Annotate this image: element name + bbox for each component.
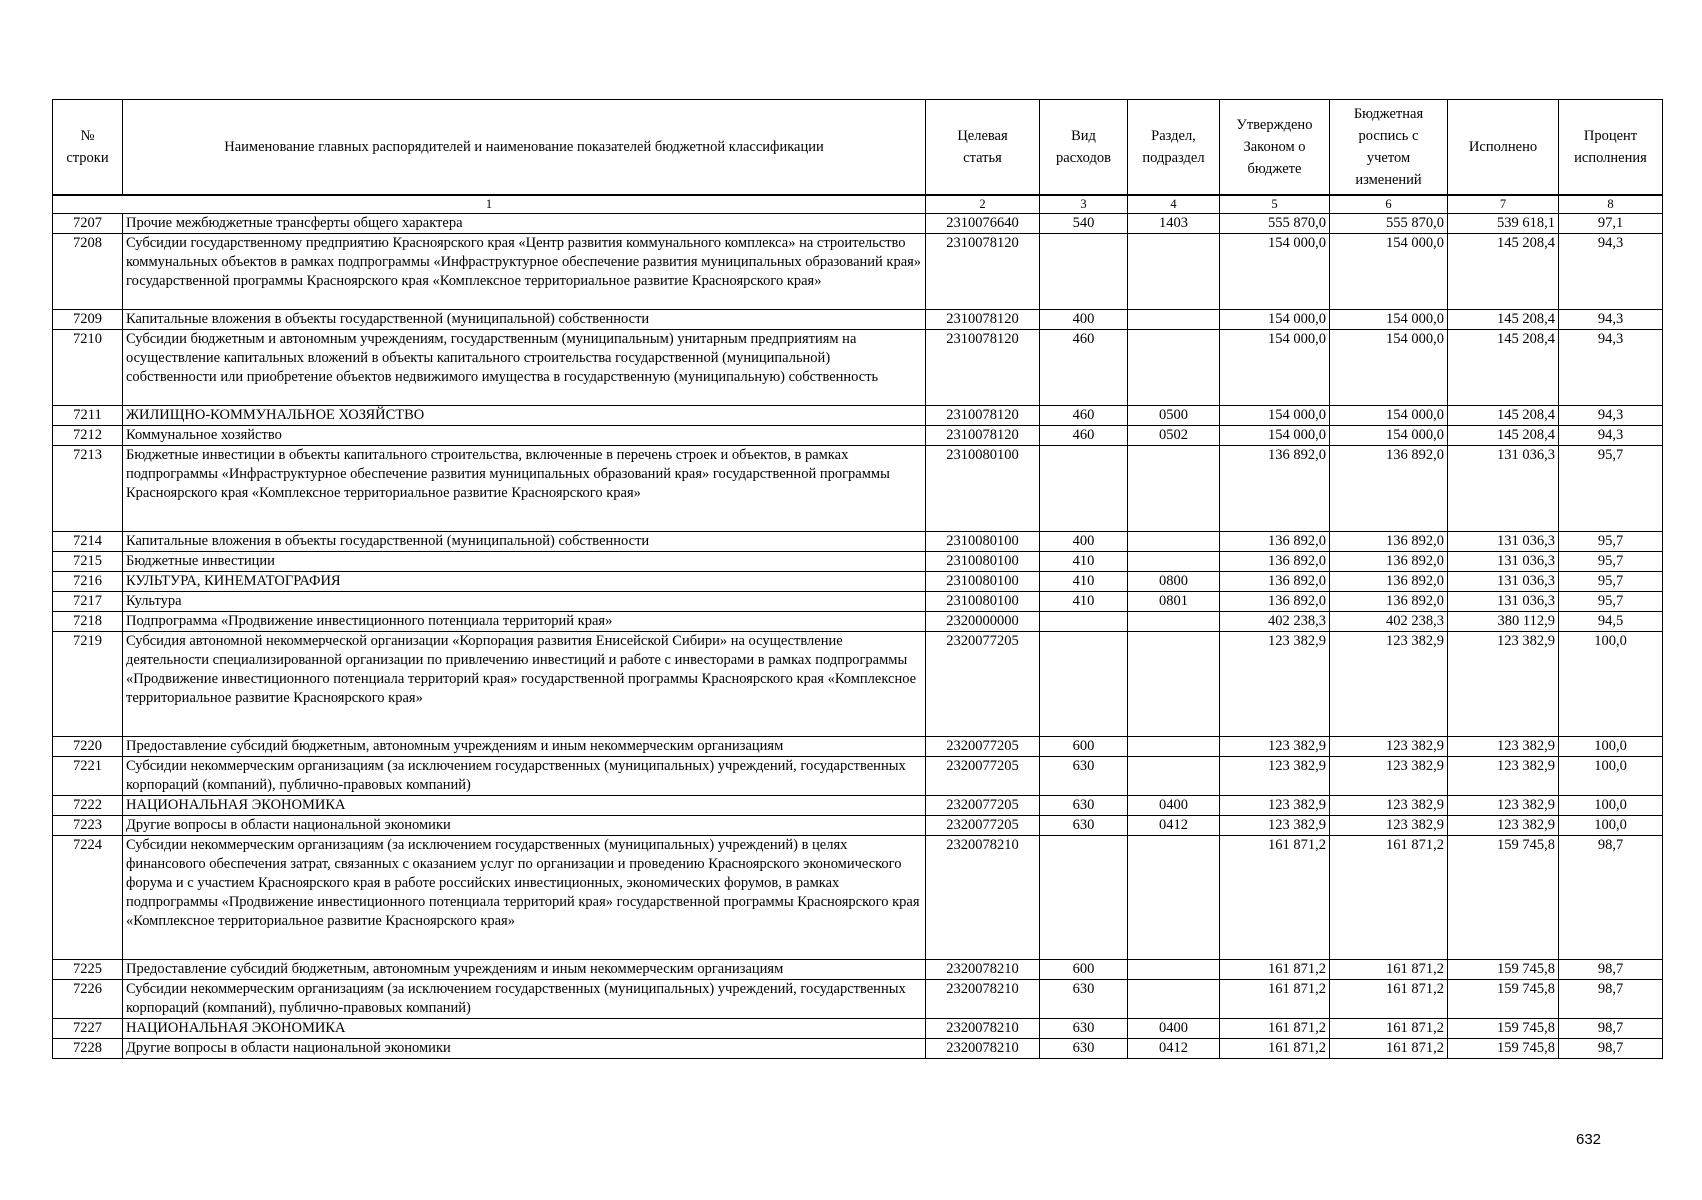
row-approved: 154 000,0: [1220, 234, 1330, 310]
row-approved: 161 871,2: [1220, 1039, 1330, 1059]
row-percent: 100,0: [1559, 757, 1663, 796]
row-number: 7217: [53, 592, 123, 612]
row-number: 7216: [53, 572, 123, 592]
row-expense-type: 630: [1040, 816, 1128, 836]
row-approved: 136 892,0: [1220, 552, 1330, 572]
row-executed: 131 036,3: [1448, 532, 1559, 552]
table-row: [53, 426, 1663, 446]
table-row: [53, 1019, 1663, 1039]
row-approved: 136 892,0: [1220, 532, 1330, 552]
row-executed: 145 208,4: [1448, 426, 1559, 446]
row-target-article: 2310078120: [926, 406, 1040, 426]
row-name: Субсидии некоммерческим организациям (за исключением государственных (муниципальных) учреждений) в целях финансового обеспечения затрат, связанных с оказанием услуг по организации и проведению Красноярского экономического форума и с участием Красноярского края в работе российских инвестиционных, экономических форумов, в рамках подпрограммы «Продвижение инвестиционного потенциала территорий края» государственной программы Красноярского края «Комплексное территориальное развитие Красноярского края»: [123, 836, 926, 960]
row-expense-type: [1040, 234, 1128, 310]
column-number: 6: [1330, 195, 1448, 214]
table-row: [53, 1039, 1663, 1059]
row-target-article: 2320078210: [926, 1039, 1040, 1059]
row-executed: 131 036,3: [1448, 572, 1559, 592]
row-target-article: 2320077205: [926, 757, 1040, 796]
column-number: 8: [1559, 195, 1663, 214]
row-executed: 131 036,3: [1448, 592, 1559, 612]
row-section: 0412: [1128, 1039, 1220, 1059]
row-percent: 94,3: [1559, 330, 1663, 406]
row-section: 0400: [1128, 796, 1220, 816]
row-target-article: 2310080100: [926, 572, 1040, 592]
row-target-article: 2310078120: [926, 426, 1040, 446]
row-expense-type: [1040, 446, 1128, 532]
row-approved: 154 000,0: [1220, 406, 1330, 426]
row-target-article: 2310078120: [926, 234, 1040, 310]
row-name: Субсидии некоммерческим организациям (за исключением государственных (муниципальных) учреждений, государственных корпораций (компаний), публично-правовых компаний): [123, 980, 926, 1019]
row-approved: 136 892,0: [1220, 592, 1330, 612]
row-approved: 123 382,9: [1220, 816, 1330, 836]
row-number: 7228: [53, 1039, 123, 1059]
row-expense-type: 410: [1040, 592, 1128, 612]
header-section: Раздел, подраздел: [1128, 100, 1220, 196]
row-approved: 123 382,9: [1220, 737, 1330, 757]
row-budget-schedule: 123 382,9: [1330, 796, 1448, 816]
row-target-article: 2310080100: [926, 532, 1040, 552]
table-row: [53, 737, 1663, 757]
row-executed: 159 745,8: [1448, 1019, 1559, 1039]
row-percent: 95,7: [1559, 532, 1663, 552]
table-row: [53, 757, 1663, 796]
row-percent: 98,7: [1559, 960, 1663, 980]
row-percent: 100,0: [1559, 632, 1663, 737]
column-number: 3: [1040, 195, 1128, 214]
row-approved: 161 871,2: [1220, 1019, 1330, 1039]
row-section: [1128, 836, 1220, 960]
row-section: [1128, 980, 1220, 1019]
row-executed: 380 112,9: [1448, 612, 1559, 632]
row-name: Культура: [123, 592, 926, 612]
row-expense-type: 630: [1040, 796, 1128, 816]
row-expense-type: 540: [1040, 214, 1128, 234]
row-name: Предоставление субсидий бюджетным, автономным учреждениям и иным некоммерческим организациям: [123, 960, 926, 980]
row-target-article: 2320078210: [926, 960, 1040, 980]
row-section: 0412: [1128, 816, 1220, 836]
row-executed: 123 382,9: [1448, 632, 1559, 737]
row-section: [1128, 960, 1220, 980]
row-section: [1128, 234, 1220, 310]
table-row: [53, 552, 1663, 572]
row-approved: 161 871,2: [1220, 960, 1330, 980]
row-expense-type: 630: [1040, 980, 1128, 1019]
row-executed: 539 618,1: [1448, 214, 1559, 234]
row-name: ЖИЛИЩНО-КОММУНАЛЬНОЕ ХОЗЯЙСТВО: [123, 406, 926, 426]
row-budget-schedule: 402 238,3: [1330, 612, 1448, 632]
row-budget-schedule: 161 871,2: [1330, 1039, 1448, 1059]
row-expense-type: 600: [1040, 960, 1128, 980]
header-target-article: Целевая статья: [926, 100, 1040, 196]
row-budget-schedule: 161 871,2: [1330, 1019, 1448, 1039]
row-number: 7212: [53, 426, 123, 446]
row-number: 7219: [53, 632, 123, 737]
row-name: НАЦИОНАЛЬНАЯ ЭКОНОМИКА: [123, 1019, 926, 1039]
row-name: Бюджетные инвестиции: [123, 552, 926, 572]
row-section: [1128, 612, 1220, 632]
row-budget-schedule: 123 382,9: [1330, 816, 1448, 836]
table-row: [53, 960, 1663, 980]
column-number: 4: [1128, 195, 1220, 214]
table-row: [53, 234, 1663, 310]
row-percent: 95,7: [1559, 572, 1663, 592]
header-row: [53, 100, 1663, 196]
row-section: [1128, 446, 1220, 532]
row-section: [1128, 737, 1220, 757]
row-section: 0801: [1128, 592, 1220, 612]
row-section: [1128, 552, 1220, 572]
row-name: Субсидии бюджетным и автономным учреждениям, государственным (муниципальным) унитарным предприятиям на осуществление капитальных вложений в объекты капитального строительства государственной (муниципальной) собственности или приобретение объектов недвижимого имущества в государственную (муниципальную) собственность: [123, 330, 926, 406]
row-percent: 94,5: [1559, 612, 1663, 632]
table-row: [53, 612, 1663, 632]
row-budget-schedule: 136 892,0: [1330, 446, 1448, 532]
row-executed: 159 745,8: [1448, 836, 1559, 960]
row-expense-type: 400: [1040, 532, 1128, 552]
row-percent: 100,0: [1559, 816, 1663, 836]
row-number: 7223: [53, 816, 123, 836]
row-name: Капитальные вложения в объекты государственной (муниципальной) собственности: [123, 310, 926, 330]
row-number: 7222: [53, 796, 123, 816]
row-name: Субсидии некоммерческим организациям (за исключением государственных (муниципальных) учреждений, государственных корпораций (компаний), публично-правовых компаний): [123, 757, 926, 796]
row-percent: 98,7: [1559, 836, 1663, 960]
row-target-article: 2320078210: [926, 836, 1040, 960]
row-name: Субсидии государственному предприятию Красноярского края «Центр развития коммунального комплекса» на строительство коммунальных объектов в рамках подпрограммы «Инфраструктурное обеспечение развития муниципальных образований края» государственной программы Красноярского края «Комплексное территориальное развитие Красноярского края»: [123, 234, 926, 310]
budget-execution-table: [52, 99, 1663, 1059]
row-name: Прочие межбюджетные трансферты общего характера: [123, 214, 926, 234]
row-executed: 131 036,3: [1448, 552, 1559, 572]
header-budget-schedule: Бюджетная роспись с учетом изменений: [1330, 100, 1448, 196]
table-row: [53, 572, 1663, 592]
table-row: [53, 836, 1663, 960]
row-number: 7225: [53, 960, 123, 980]
row-budget-schedule: 161 871,2: [1330, 980, 1448, 1019]
row-executed: 159 745,8: [1448, 980, 1559, 1019]
header-executed: Исполнено: [1448, 100, 1559, 196]
row-name: НАЦИОНАЛЬНАЯ ЭКОНОМИКА: [123, 796, 926, 816]
row-target-article: 2310076640: [926, 214, 1040, 234]
row-section: 1403: [1128, 214, 1220, 234]
row-expense-type: 630: [1040, 1039, 1128, 1059]
row-percent: 94,3: [1559, 406, 1663, 426]
header-name: Наименование главных распорядителей и наименование показателей бюджетной классификации: [123, 100, 926, 196]
page-number: 632: [1576, 1131, 1602, 1148]
column-number: 7: [1448, 195, 1559, 214]
row-executed: 131 036,3: [1448, 446, 1559, 532]
row-number: 7218: [53, 612, 123, 632]
row-expense-type: 400: [1040, 310, 1128, 330]
row-number: 7207: [53, 214, 123, 234]
row-number: 7224: [53, 836, 123, 960]
table-row: [53, 796, 1663, 816]
row-percent: 95,7: [1559, 592, 1663, 612]
row-executed: 123 382,9: [1448, 757, 1559, 796]
column-numbers-row: [53, 195, 1663, 214]
row-number: 7209: [53, 310, 123, 330]
row-number: 7211: [53, 406, 123, 426]
row-number: 7213: [53, 446, 123, 532]
row-name: Предоставление субсидий бюджетным, автономным учреждениям и иным некоммерческим организациям: [123, 737, 926, 757]
row-approved: 123 382,9: [1220, 796, 1330, 816]
header-row-no: № строки: [53, 100, 123, 196]
row-approved: 555 870,0: [1220, 214, 1330, 234]
row-number: 7214: [53, 532, 123, 552]
row-percent: 95,7: [1559, 552, 1663, 572]
row-percent: 95,7: [1559, 446, 1663, 532]
column-number: 2: [926, 195, 1040, 214]
row-section: 0502: [1128, 426, 1220, 446]
row-budget-schedule: 123 382,9: [1330, 737, 1448, 757]
row-percent: 98,7: [1559, 1039, 1663, 1059]
row-number: 7215: [53, 552, 123, 572]
row-target-article: 2310080100: [926, 446, 1040, 532]
row-budget-schedule: 123 382,9: [1330, 632, 1448, 737]
row-number: 7226: [53, 980, 123, 1019]
row-expense-type: 410: [1040, 572, 1128, 592]
row-percent: 94,3: [1559, 234, 1663, 310]
row-executed: 145 208,4: [1448, 330, 1559, 406]
row-name: Подпрограмма «Продвижение инвестиционного потенциала территорий края»: [123, 612, 926, 632]
row-target-article: 2320077205: [926, 737, 1040, 757]
table-row: [53, 592, 1663, 612]
row-budget-schedule: 136 892,0: [1330, 572, 1448, 592]
row-executed: 159 745,8: [1448, 960, 1559, 980]
row-budget-schedule: 136 892,0: [1330, 532, 1448, 552]
table-row: [53, 816, 1663, 836]
table-row: [53, 980, 1663, 1019]
row-section: [1128, 632, 1220, 737]
row-expense-type: 630: [1040, 1019, 1128, 1039]
row-section: [1128, 330, 1220, 406]
row-budget-schedule: 161 871,2: [1330, 836, 1448, 960]
row-approved: 161 871,2: [1220, 836, 1330, 960]
row-number: 7210: [53, 330, 123, 406]
row-executed: 145 208,4: [1448, 310, 1559, 330]
row-expense-type: 600: [1040, 737, 1128, 757]
row-percent: 98,7: [1559, 1019, 1663, 1039]
row-expense-type: [1040, 632, 1128, 737]
row-budget-schedule: 154 000,0: [1330, 426, 1448, 446]
row-section: [1128, 310, 1220, 330]
row-expense-type: 630: [1040, 757, 1128, 796]
row-target-article: 2320077205: [926, 816, 1040, 836]
row-name: Капитальные вложения в объекты государственной (муниципальной) собственности: [123, 532, 926, 552]
row-budget-schedule: 161 871,2: [1330, 960, 1448, 980]
row-target-article: 2320078210: [926, 1019, 1040, 1039]
row-budget-schedule: 154 000,0: [1330, 330, 1448, 406]
row-percent: 94,3: [1559, 426, 1663, 446]
row-budget-schedule: 555 870,0: [1330, 214, 1448, 234]
row-executed: 123 382,9: [1448, 816, 1559, 836]
row-approved: 123 382,9: [1220, 632, 1330, 737]
column-number: 5: [1220, 195, 1330, 214]
row-name: Субсидия автономной некоммерческой организации «Корпорация развития Енисейской Сибири» на осуществление деятельности специализированной организации по привлечению инвестиций и работе с инвесторами в рамках подпрограммы «Продвижение инвестиционного потенциала территорий края» государственной программы Красноярского края «Комплексное территориальное развитие Красноярского края»: [123, 632, 926, 737]
row-percent: 97,1: [1559, 214, 1663, 234]
row-name: Бюджетные инвестиции в объекты капитального строительства, включенные в перечень строек и объектов, в рамках подпрограммы «Инфраструктурное обеспечение развития муниципальных образований края» государственной программы Красноярского края «Комплексное территориальное развитие Красноярского края»: [123, 446, 926, 532]
table-row: [53, 632, 1663, 737]
row-target-article: 2310078120: [926, 330, 1040, 406]
row-percent: 100,0: [1559, 737, 1663, 757]
row-executed: 159 745,8: [1448, 1039, 1559, 1059]
row-name: Коммунальное хозяйство: [123, 426, 926, 446]
row-section: [1128, 757, 1220, 796]
row-percent: 100,0: [1559, 796, 1663, 816]
row-approved: 154 000,0: [1220, 310, 1330, 330]
row-number: 7227: [53, 1019, 123, 1039]
row-section: [1128, 532, 1220, 552]
row-approved: 136 892,0: [1220, 446, 1330, 532]
row-expense-type: [1040, 612, 1128, 632]
table-row: [53, 214, 1663, 234]
row-section: 0500: [1128, 406, 1220, 426]
row-target-article: 2320077205: [926, 632, 1040, 737]
row-executed: 145 208,4: [1448, 406, 1559, 426]
row-target-article: 2320077205: [926, 796, 1040, 816]
row-expense-type: [1040, 836, 1128, 960]
header-expense-type: Вид расходов: [1040, 100, 1128, 196]
row-executed: 123 382,9: [1448, 796, 1559, 816]
row-target-article: 2310080100: [926, 592, 1040, 612]
row-approved: 161 871,2: [1220, 980, 1330, 1019]
row-name: Другие вопросы в области национальной экономики: [123, 1039, 926, 1059]
column-number: 1: [53, 195, 926, 214]
table-row: [53, 406, 1663, 426]
row-budget-schedule: 136 892,0: [1330, 552, 1448, 572]
table-row: [53, 330, 1663, 406]
row-budget-schedule: 136 892,0: [1330, 592, 1448, 612]
row-budget-schedule: 154 000,0: [1330, 234, 1448, 310]
row-target-article: 2320000000: [926, 612, 1040, 632]
row-approved: 154 000,0: [1220, 330, 1330, 406]
row-budget-schedule: 123 382,9: [1330, 757, 1448, 796]
row-section: 0800: [1128, 572, 1220, 592]
row-expense-type: 410: [1040, 552, 1128, 572]
row-target-article: 2310078120: [926, 310, 1040, 330]
row-percent: 94,3: [1559, 310, 1663, 330]
header-percent: Процент исполнения: [1559, 100, 1663, 196]
row-budget-schedule: 154 000,0: [1330, 406, 1448, 426]
row-section: 0400: [1128, 1019, 1220, 1039]
row-approved: 123 382,9: [1220, 757, 1330, 796]
row-number: 7220: [53, 737, 123, 757]
row-target-article: 2310080100: [926, 552, 1040, 572]
row-expense-type: 460: [1040, 406, 1128, 426]
row-expense-type: 460: [1040, 330, 1128, 406]
table-row: [53, 446, 1663, 532]
header-approved: Утверждено Законом о бюджете: [1220, 100, 1330, 196]
row-percent: 98,7: [1559, 980, 1663, 1019]
row-executed: 145 208,4: [1448, 234, 1559, 310]
row-name: Другие вопросы в области национальной экономики: [123, 816, 926, 836]
table-row: [53, 310, 1663, 330]
row-approved: 154 000,0: [1220, 426, 1330, 446]
row-executed: 123 382,9: [1448, 737, 1559, 757]
row-number: 7208: [53, 234, 123, 310]
table-row: [53, 532, 1663, 552]
row-name: КУЛЬТУРА, КИНЕМАТОГРАФИЯ: [123, 572, 926, 592]
row-approved: 402 238,3: [1220, 612, 1330, 632]
row-expense-type: 460: [1040, 426, 1128, 446]
row-budget-schedule: 154 000,0: [1330, 310, 1448, 330]
row-number: 7221: [53, 757, 123, 796]
row-approved: 136 892,0: [1220, 572, 1330, 592]
row-target-article: 2320078210: [926, 980, 1040, 1019]
